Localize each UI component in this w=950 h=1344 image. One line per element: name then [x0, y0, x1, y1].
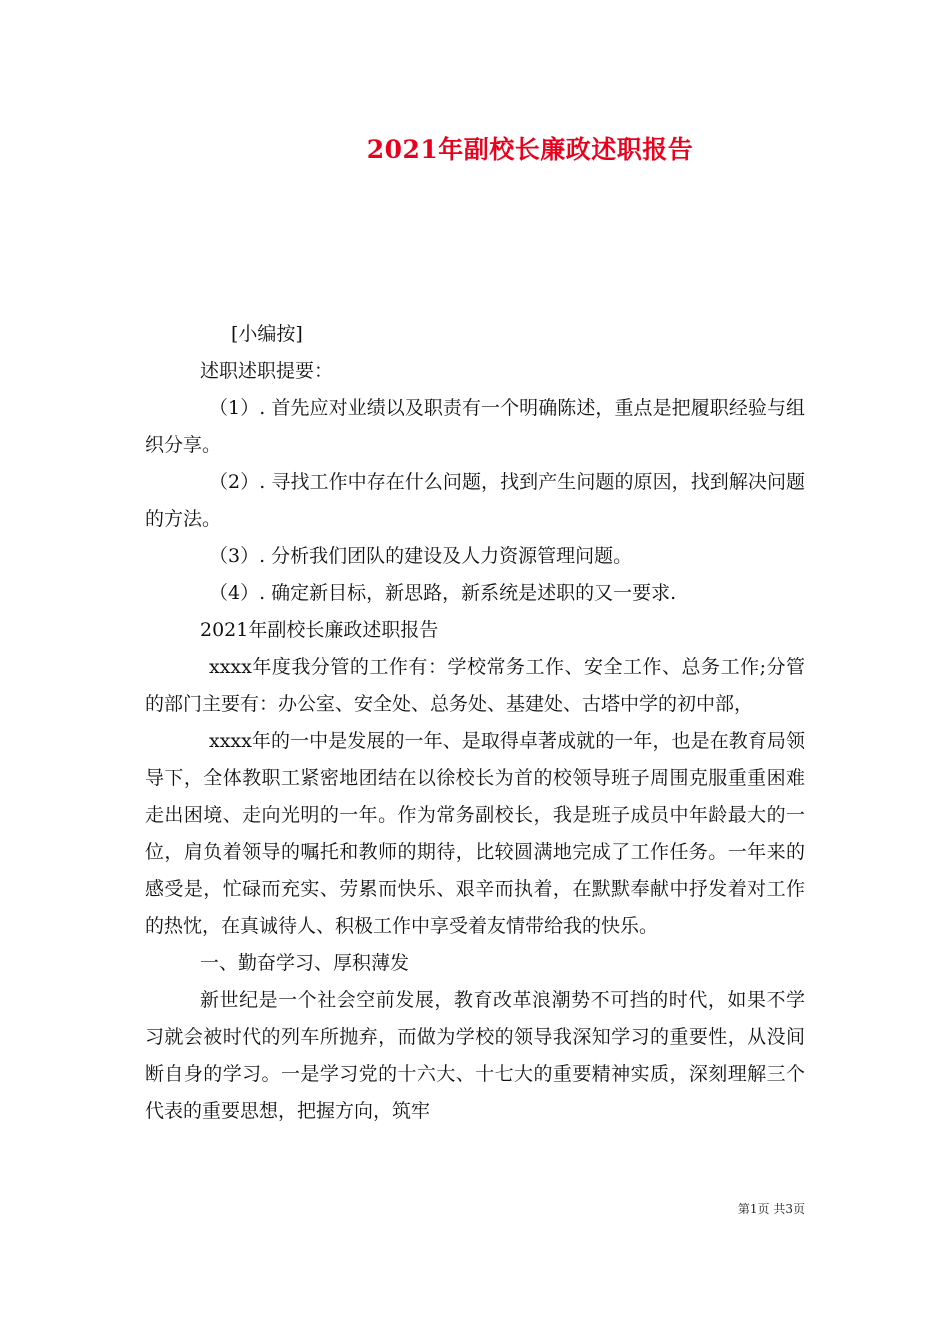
report-subtitle: 2021年副校长廉政述职报告: [200, 619, 439, 641]
summary-point-2: （2）. 寻找工作中存在什么问题，找到产生问题的原因，找到解决问题的方法。: [145, 471, 805, 530]
document-body: [145, 316, 805, 1130]
paragraph-year-review: xxxx年的一中是发展的一年、是取得卓著成就的一年，也是在教育局领导下，全体教职工紧密地团结在以徐校长为首的校领导班子周围克服重重困难走出困境、走向光明的一年。作为常务副校长，我是班子成员中年龄最大的一位，肩负着领导的嘱托和教师的期待，比较圆满地完成了工作任务。一年来的感受是，忙碌而充实、劳累而快乐、艰辛而执着，在默默奉献中抒发着对工作的热忱，在真诚待人、积极工作中享受着友情带给我的快乐。: [145, 730, 805, 937]
paragraph-responsibilities: xxxx年度我分管的工作有：学校常务工作、安全工作、总务工作;分管的部门主要有：办公室、安全处、总务处、基建处、古塔中学的初中部，: [145, 656, 805, 715]
summary-heading: 述职述职提要：: [200, 360, 334, 382]
summary-point-1: （1）. 首先应对业绩以及职责有一个明确陈述，重点是把履职经验与组织分享。: [145, 397, 805, 456]
document-title: 2021年副校长廉政述职报告: [366, 135, 694, 164]
summary-point-3: （3）. 分析我们团队的建设及人力资源管理问题。: [209, 545, 633, 567]
page-number: 第1页 共3页: [737, 1202, 805, 1216]
summary-point-4: （4）. 确定新目标，新思路，新系统是述职的又一要求.: [209, 582, 677, 604]
paragraph-study: 新世纪是一个社会空前发展，教育改革浪潮势不可挡的时代，如果不学习就会被时代的列车所抛弃，而做为学校的领导我深知学习的重要性，从没间断自身的学习。一是学习党的十六大、十七大的重要精神实质，深刻理解三个代表的重要思想，把握方向，筑牢: [145, 989, 805, 1122]
section-heading-1: 一、勤奋学习、厚积薄发: [200, 952, 410, 974]
editor-note-label: [小编按]: [231, 323, 303, 345]
